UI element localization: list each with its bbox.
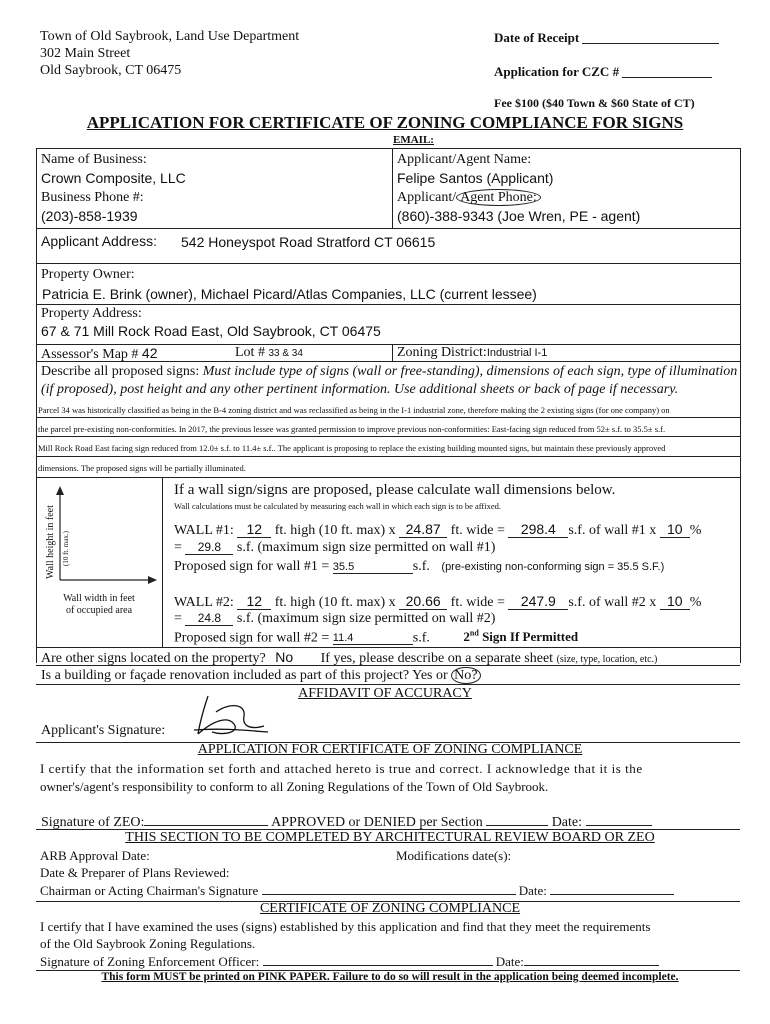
agent-phone[interactable]: (860)-388-9343 (Joe Wren, PE - agent) <box>397 208 641 224</box>
other-signs-answer[interactable]: No <box>275 649 294 665</box>
owner-value[interactable]: Patricia E. Brink (owner), Michael Picard/Atlas Companies, LLC (current lessee) <box>42 286 537 302</box>
y-axis-sub: (10 ft. max.) <box>62 531 70 566</box>
applicant-address-label: Applicant Address: <box>41 233 157 249</box>
describe-note-2: (if proposed), post height and any other pertinent information. Use additional sheets or back of page if necessary. <box>41 382 679 397</box>
form-title: APPLICATION FOR CERTIFICATE OF ZONING COMPLIANCE FOR SIGNS <box>86 113 684 132</box>
rule <box>36 148 37 663</box>
other-signs-followup: If yes, please describe on a separate sheet <box>320 651 554 666</box>
preparer-label: Date & Preparer of Plans Reviewed: <box>40 865 230 880</box>
wall-note: Wall calculations must be calculated by measuring each wall in which each sign is to be affixed. <box>174 501 502 511</box>
describe-label: Describe all proposed signs: <box>41 364 200 379</box>
agent-phone-circle: Agent Phone: <box>456 189 541 206</box>
certify-line-1: I certify that the information set forth and attached hereto is true and correct. I acknowledge that it is the <box>40 761 643 776</box>
wall1-area-text: s.f. of wall #1 x <box>568 523 657 538</box>
wall1-eq: = <box>174 540 182 555</box>
other-signs-small: (size, type, location, etc.) <box>556 654 658 665</box>
wall2-proposed-row <box>174 629 578 646</box>
wall2-area-text: s.f. of wall #2 x <box>568 595 657 610</box>
zeo-date-field[interactable] <box>586 812 652 826</box>
rule <box>36 417 740 418</box>
wall1-max[interactable]: 29.8 <box>185 540 233 555</box>
wall-diagram <box>40 480 160 600</box>
wall1-max-row <box>174 540 495 556</box>
fee-text: Fee $100 ($40 Town & $60 State of CT) <box>494 96 695 110</box>
other-signs-row <box>41 649 657 667</box>
zeo-officer-date-label: Date: <box>495 954 524 969</box>
wall2-note-sup: nd <box>469 629 479 638</box>
x-axis-label <box>38 593 160 617</box>
zeo-officer-date-field[interactable] <box>524 953 659 966</box>
wall2-sf: s.f. <box>412 630 430 646</box>
zoning-row <box>397 345 547 361</box>
wall2-height[interactable]: 12 <box>237 593 271 610</box>
modifications-label: Modifications date(s): <box>396 848 512 863</box>
wall1-sf: s.f. <box>412 559 430 574</box>
rule <box>36 436 740 437</box>
description-line[interactable]: Mill Rock Road East facing sign reduced from 12.0± s.f. to 11.4± s.f.. The applicant is proposing to replace the existing building mounted signs, but maintain these previously approved <box>38 443 666 453</box>
zeo-officer-row <box>40 953 659 970</box>
wall2-max-row <box>174 611 495 627</box>
certify-line-2: owner's/agent's responsibility to conform to all Zoning Regulations of the Town of Old Saybrook. <box>40 779 549 794</box>
czc-label: Application for CZC # <box>494 64 620 79</box>
rule <box>36 228 740 229</box>
chairman-date-field[interactable] <box>550 882 674 895</box>
applicant-sig-label: Applicant's Signature: <box>41 723 166 738</box>
czc-row <box>494 64 712 80</box>
map-label: Assessor's Map # <box>41 347 139 362</box>
wall-intro: If a wall sign/signs are proposed, please calculate wall dimensions below. <box>174 482 616 498</box>
wall2-pct-sign: % <box>689 595 702 610</box>
business-name-label: Name of Business: <box>41 152 147 167</box>
x-label-2: of occupied area <box>65 605 133 616</box>
rule <box>36 148 740 149</box>
agent-name-label: Applicant/Agent Name: <box>397 152 532 167</box>
dept-name: Town of Old Saybrook, Land Use Department <box>40 29 300 44</box>
wall1-proposed-label: Proposed sign for wall #1 = <box>174 559 330 574</box>
renovation-row <box>41 668 481 684</box>
email-label: EMAIL: <box>393 134 434 146</box>
business-name[interactable]: Crown Composite, LLC <box>41 170 186 186</box>
zeo-sig-field[interactable] <box>144 812 268 826</box>
chairman-row <box>40 882 674 899</box>
wall1-area[interactable]: 298.4 <box>508 521 568 538</box>
czc-field[interactable] <box>622 64 712 78</box>
zeo-officer-label: Signature of Zoning Enforcement Officer: <box>40 954 260 969</box>
rule <box>740 148 741 663</box>
description-line[interactable]: Parcel 34 was historically classified as being in the B-4 zoning district and was reclassified as being in the I-1 industrial zone, therefore making the 2 existing signs (for one company) on <box>38 405 670 415</box>
rule <box>392 344 393 361</box>
lot-label: Lot # <box>235 345 265 360</box>
wall2-row <box>174 593 701 611</box>
wall2-proposed-label: Proposed sign for wall #2 = <box>174 630 330 646</box>
x-arrow-icon <box>148 576 157 584</box>
wall1-width-text: ft. wide = <box>450 523 505 538</box>
approved-text: APPROVED or DENIED per Section <box>271 815 483 830</box>
business-phone-label: Business Phone #: <box>41 190 144 205</box>
describe-row <box>41 364 737 380</box>
header-address <box>40 28 299 79</box>
wall2-area[interactable]: 247.9 <box>508 593 568 610</box>
wall1-label: WALL #1: <box>174 523 234 538</box>
wall2-label: WALL #2: <box>174 595 234 610</box>
cert-line-2: of the Old Saybrook Zoning Regulations. <box>40 936 256 951</box>
chairman-label: Chairman or Acting Chairman's Signature <box>40 883 259 898</box>
rule <box>36 647 740 648</box>
wall2-max-text: s.f. (maximum sign size permitted on wall #2) <box>236 611 496 626</box>
owner-label: Property Owner: <box>41 267 135 282</box>
cert-line-1: I certify that I have examined the uses (signs) established by this application and find that they meet the requirements <box>40 919 651 934</box>
rule <box>36 684 740 685</box>
wall1-note: (pre-existing non-conforming sign = 35.5 S.F.) <box>441 561 665 573</box>
dept-city: Old Saybrook, CT 06475 <box>40 63 182 78</box>
y-axis-label: Wall height in feet <box>45 505 56 579</box>
renovation-answer[interactable]: No? <box>451 667 480 684</box>
receipt-label: Date of Receipt <box>494 30 580 45</box>
zeo-date-label: Date: <box>551 815 583 830</box>
rule <box>392 148 393 228</box>
zeo-officer-sig-field[interactable] <box>263 953 493 966</box>
signature-stroke <box>194 696 268 734</box>
section-field[interactable] <box>486 812 548 826</box>
describe-note-1: Must include type of signs (wall or free-standing), dimensions of each sign, type of illumination <box>202 364 738 379</box>
agent-phone-label <box>397 190 541 206</box>
zoning-label: Zoning District: <box>397 345 487 360</box>
other-signs-question: Are other signs located on the property? <box>41 651 266 666</box>
x-label-1: Wall width in feet <box>63 593 135 604</box>
czc-title: APPLICATION FOR CERTIFICATE OF ZONING COMPLIANCE <box>197 742 583 757</box>
affidavit-title: AFFIDAVIT OF ACCURACY <box>298 686 472 701</box>
receipt-row <box>494 30 719 46</box>
zoning-value[interactable]: Industrial I-1 <box>486 347 548 359</box>
agent-phone-label-a: Applicant/ <box>397 190 457 205</box>
lot-value[interactable]: 33 & 34 <box>268 348 303 359</box>
cert-title: CERTIFICATE OF ZONING COMPLIANCE <box>259 901 521 916</box>
description-line[interactable]: dimensions. The proposed signs will be partially illuminated. <box>38 463 246 473</box>
footer-notice: This form MUST be printed on PINK PAPER. Failure to do so will result in the application being deemed incomplete. <box>101 971 679 983</box>
wall1-row <box>174 521 701 539</box>
y-arrow-icon <box>56 486 64 495</box>
wall2-width-text: ft. wide = <box>450 595 505 610</box>
wall2-height-text: ft. high (10 ft. max) x <box>274 595 396 610</box>
chairman-sig-field[interactable] <box>262 882 516 895</box>
arb-date-label: ARB Approval Date: <box>40 848 150 863</box>
wall1-width[interactable]: 24.87 <box>399 521 447 538</box>
agent-name[interactable]: Felipe Santos (Applicant) <box>397 170 554 186</box>
chairman-date-label: Date: <box>518 883 547 898</box>
applicant-signature[interactable] <box>190 690 270 742</box>
property-address[interactable]: 67 & 71 Mill Rock Road East, Old Saybrook, CT 06475 <box>41 323 381 339</box>
description-line[interactable]: the parcel pre-existing non-conformities. In 2017, the previous lessee was granted permission to improve previous non-conformities: East-facing sign reduced from 52± s.f. to 35.5± s.f. <box>38 424 666 434</box>
rule <box>162 477 163 647</box>
wall1-proposed-row <box>174 559 664 575</box>
rule <box>36 304 740 305</box>
dept-street: 302 Main Street <box>40 46 131 61</box>
wall2-width[interactable]: 20.66 <box>399 593 447 610</box>
rule <box>36 263 740 264</box>
rule <box>36 456 740 457</box>
receipt-field[interactable] <box>582 30 719 44</box>
applicant-address[interactable]: 542 Honeyspot Road Stratford CT 06615 <box>181 234 436 250</box>
wall1-proposed[interactable]: 35.5 <box>333 561 413 574</box>
renovation-question: Is a building or façade renovation included as part of this project? Yes or <box>41 668 448 683</box>
arb-title: THIS SECTION TO BE COMPLETED BY ARCHITECTURAL REVIEW BOARD OR ZEO <box>125 830 655 845</box>
wall1-pct[interactable]: 10 <box>660 521 690 538</box>
wall2-max[interactable]: 24.8 <box>185 611 233 626</box>
wall2-note <box>463 629 578 644</box>
wall2-eq: = <box>174 611 182 626</box>
map-value[interactable]: 42 <box>141 345 158 361</box>
rule <box>36 477 740 478</box>
business-phone[interactable]: (203)-858-1939 <box>41 208 138 224</box>
property-address-label: Property Address: <box>41 306 142 321</box>
wall2-note-rest: Sign If Permitted <box>478 629 579 645</box>
lot-row <box>235 345 303 361</box>
wall2-note-num: 2 <box>463 629 470 645</box>
wall1-height-text: ft. high (10 ft. max) x <box>274 523 396 538</box>
zeo-sig-label: Signature of ZEO: <box>41 815 145 830</box>
wall2-pct[interactable]: 10 <box>660 593 690 610</box>
wall1-pct-sign: % <box>689 523 702 538</box>
wall1-max-text: s.f. (maximum sign size permitted on wall #1) <box>236 540 496 555</box>
wall2-proposed[interactable]: 11.4 <box>333 632 413 645</box>
map-row <box>41 345 158 363</box>
wall1-height[interactable]: 12 <box>237 521 271 538</box>
